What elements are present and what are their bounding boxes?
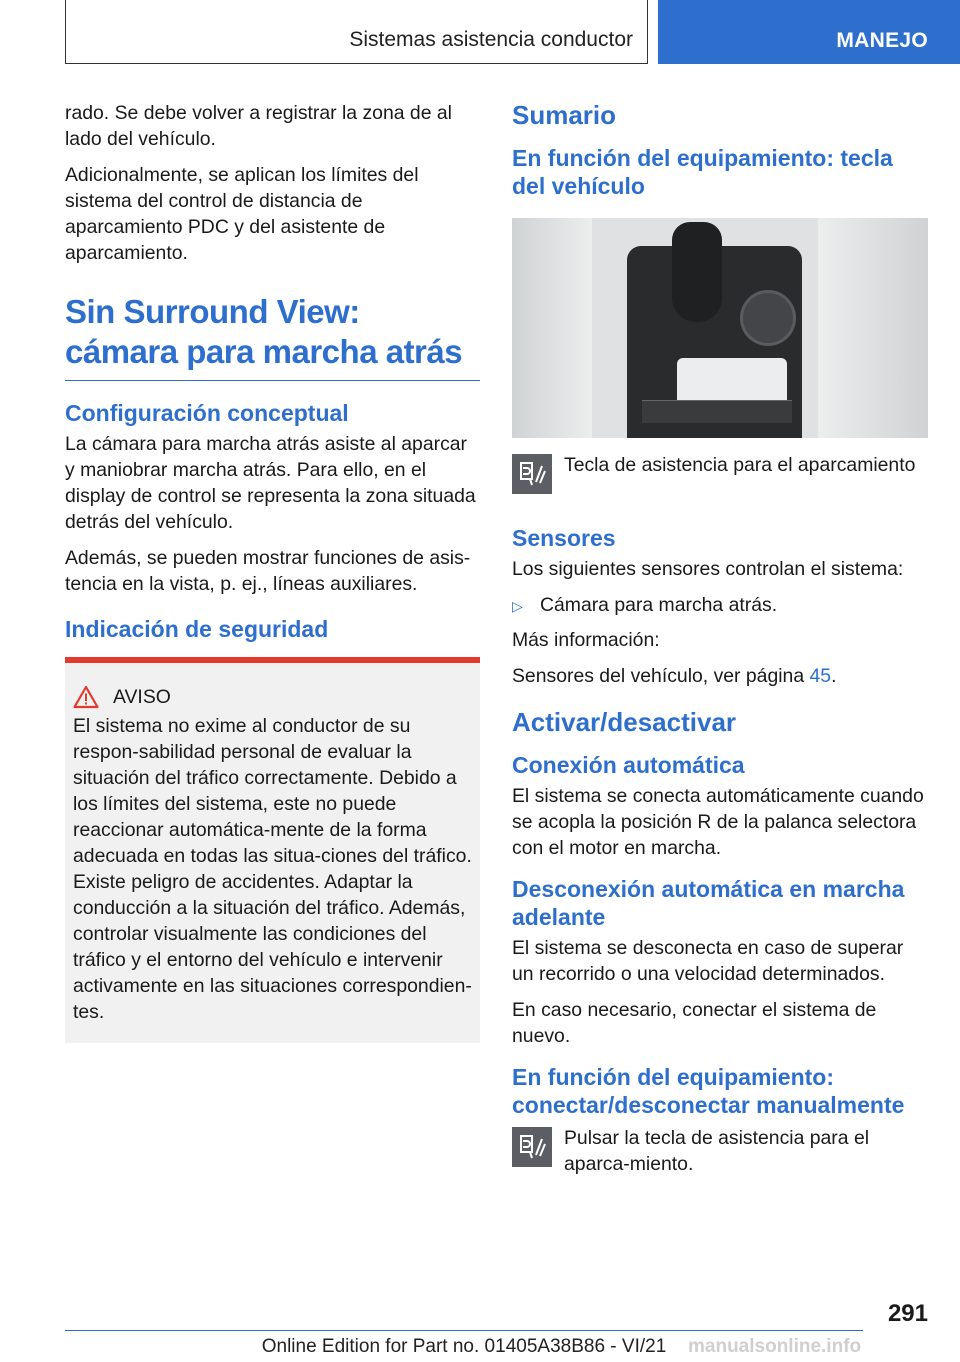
summary-heading: Sumario <box>512 100 617 130</box>
chapter-title: MANEJO <box>836 29 928 52</box>
warning-label: AVISO <box>113 685 171 708</box>
key-caption: Tecla de asistencia para el aparcamiento <box>564 454 916 476</box>
footer-watermark: manualsonline.info <box>688 1336 862 1357</box>
page-link-45[interactable]: 45 <box>809 665 832 687</box>
activate-heading: Activar/desactivar <box>512 707 737 737</box>
warning-triangle-icon <box>73 685 99 709</box>
photo-controller-knob <box>740 290 796 346</box>
sensors-heading: Sensores <box>512 525 616 551</box>
auto-on-text: El sistema se conecta automáticamente cuando se acopla la posición R de la palanca selectora con el motor en marcha. <box>512 785 924 859</box>
photo-seat-right <box>818 218 928 438</box>
intro-paragraph-1: rado. Se debe volver a registrar la zona de al lado del vehículo. <box>65 102 452 150</box>
see-end: . <box>831 665 837 687</box>
safety-heading: Indicación de seguridad <box>65 616 329 642</box>
warning-box <box>65 657 480 1043</box>
auto-off-paragraph-1: El sistema se desconecta en caso de superar un recorrido o una velocidad determinados. <box>512 937 904 985</box>
manual-row <box>512 1125 928 1177</box>
see-reference <box>512 663 928 689</box>
more-info-label: Más información: <box>512 629 660 651</box>
list-item <box>512 592 928 619</box>
footer-rule <box>65 1330 863 1331</box>
chapter-tab <box>658 0 960 64</box>
warning-text: El sistema no exime al conductor de su respon‐sabilidad personal de evaluar la situación del tráfico correctamente. Debido a los límites del sistema, este no puede reaccionar automática‐mente de la forma adecuada en todas las situa‐ciones del tráfico. Existe peligro de accidentes. Adaptar la conducción a la situación del tráfico. Además, controlar visualmente las condiciones del tráfico y el entorno del vehículo e intervenir activamente en las situaciones correspondien‐tes. <box>73 715 472 1023</box>
page-number: 291 <box>887 1300 928 1327</box>
header-box <box>65 0 648 64</box>
parking-assist-key-icon <box>512 454 552 494</box>
concept-heading: Configuración conceptual <box>65 400 349 426</box>
sensor-item-label: Cámara para marcha atrás. <box>540 594 778 616</box>
manual-heading: En función del equipamiento: conectar/desconectar manualmente <box>512 1064 905 1118</box>
concept-paragraph-2: Además, se pueden mostrar funciones de asis‐tencia en la vista, p. ej., líneas auxiliares. <box>65 547 471 595</box>
sensor-list <box>512 592 928 619</box>
photo-seat-left <box>512 218 592 438</box>
key-heading: En función del equipamiento: tecla del vehículo <box>512 145 893 199</box>
manual-text: Pulsar la tecla de asistencia para el aparca‐miento. <box>564 1127 870 1175</box>
key-caption-row <box>512 452 928 494</box>
see-text: Sensores del vehículo, ver página <box>512 665 810 687</box>
footer-edition: Online Edition for Part no. 01405A38B86 - VI/21 <box>261 1336 667 1357</box>
section-title: Sin Surround View: cámara para marcha atrás <box>65 292 480 381</box>
photo-button-row <box>642 400 792 423</box>
concept-paragraph-1: La cámara para marcha atrás asiste al aparcar y maniobrar marcha atrás. Para ello, en el display de control se representa la zona situada detrás del vehículo. <box>65 433 476 533</box>
auto-off-heading: Desconexión automática en marcha adelante <box>512 876 905 930</box>
console-photo <box>512 218 928 438</box>
auto-on-heading: Conexión automática <box>512 752 745 778</box>
intro-paragraph-2: Adicionalmente, se aplican los límites del sistema del control de distancia de aparcamiento PDC y del asistente de aparcamiento. <box>65 164 419 264</box>
left-column <box>65 100 480 1043</box>
auto-off-paragraph-2: En caso necesario, conectar el sistema de nuevo. <box>512 999 877 1047</box>
right-column <box>512 100 928 1177</box>
bullet-triangle-icon: ▷ <box>512 598 523 614</box>
parking-assist-key-icon <box>512 1127 552 1167</box>
warning-title <box>73 685 472 709</box>
header-section-title: Sistemas asistencia conductor <box>349 28 633 51</box>
sensors-intro: Los siguientes sensores controlan el sistema: <box>512 558 904 580</box>
photo-gear-selector <box>672 222 722 322</box>
